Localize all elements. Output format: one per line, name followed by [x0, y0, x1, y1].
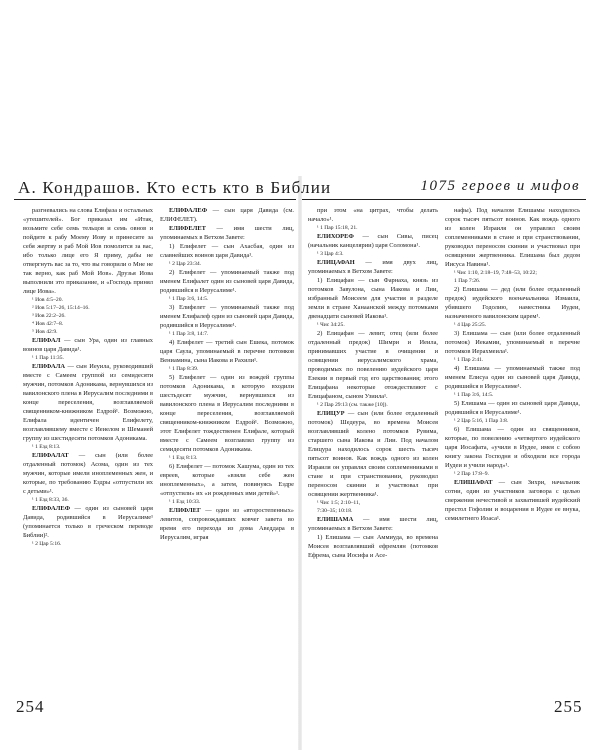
entry-text: 7:30–35; 10:18.: [317, 508, 353, 514]
entry-text: ¹ 1 Езд 8:13.: [32, 444, 61, 450]
footnote: [169, 498, 294, 506]
page-number-right: 255: [554, 697, 583, 716]
entry-text: — сын Сивы, писец (начальник канцелярии) царя Соломона¹.: [308, 233, 438, 249]
entry-text: ¹ 1 Пар 11:35.: [32, 355, 64, 361]
entry-text: ¹ 4 Цар 25:25.: [454, 322, 487, 328]
entry-text: — один из «второстепенных» левитов, сопровождавших ковчег завета во время его перехода из дома Аведдара в Иерусалим, играя: [160, 507, 294, 541]
footnote: [454, 277, 580, 285]
footnote: [32, 296, 153, 304]
entry-paragraph: [23, 206, 153, 296]
page-number-left: 254: [16, 697, 45, 716]
left-running-head: А. Кондрашов. Кто есть кто в Библии: [18, 178, 332, 197]
entry-text: 1) Елифелет — сын Ахасбая, один из славнейших воинов царя Давида¹.: [160, 243, 294, 259]
entry-paragraph: [308, 329, 438, 401]
entry-paragraph: [445, 206, 580, 269]
footnote: [32, 496, 153, 504]
entry-text: ¹ 1 Пар 2:41.: [454, 357, 484, 363]
entry-text: ¹ Иов 4:5–20.: [32, 297, 63, 303]
entry-text: ¹ 2 Цар 5:16.: [32, 541, 62, 547]
entry-text: ¹ 1 Езд 8:13.: [169, 455, 198, 461]
entry-text: 2) Елифелет — упоминаемый также под именем Елифалет один из сыновей царя Давида, родившийся в Иерусалиме¹.: [160, 269, 294, 294]
entry-text: ¹ 2 Пар 17:8–9.: [454, 471, 489, 477]
entry-text: ¹ Чис 34:25.: [317, 322, 345, 328]
entry-text: ¹ 1 Пар 3:8, 14:7.: [169, 331, 209, 337]
footnote: [32, 354, 153, 362]
entry-paragraph: [308, 258, 438, 276]
footnote: [454, 321, 580, 329]
footnote: [32, 320, 153, 328]
entry-text: ¹ 3 Цар 4:3.: [317, 251, 344, 257]
entry-paragraph: [308, 206, 438, 224]
entry-headword: ЕЛИФЕЛЕТ: [169, 225, 206, 232]
entry-text: разгневались на слова Елифаза и остальных «утешителей». Бог приказал им «Итак, возьмите себе семь тельцов и семь овнов и пойдите к рабу Моему Иову и принесите за себя жертву и раб Мой Иов помолится за вас, ибо только лице его Я приму, дабы не отвергнуть вас за то, что вы говорили о Мне не так верно, как раб Мой Иов». Друзья Иова выполнили это приказание, и «Господь принял лице Иова».: [23, 207, 153, 295]
entry-text: — сын Зихри, начальник сотни, один из участников заговора с целью свержения нечестивой и захватившей иудейский престол Гофолии и воцарения в Иудее ее внука, семилетнего Иоаса¹.: [445, 479, 580, 522]
entry-paragraph: [160, 268, 294, 295]
footnote: [32, 304, 153, 312]
entry-paragraph: [308, 409, 438, 499]
entry-paragraph: [445, 364, 580, 391]
entry-text: ¹ 1 Пар 15:18, 21.: [317, 225, 358, 231]
entry-text: ¹ 2 Цар 5:16, 1 Пар 3:8.: [454, 418, 509, 424]
entry-paragraph: [160, 462, 294, 498]
entry-text: 6) Елишама — один из священников, которые, по повелению «четвертого иудейского царя Иосафата, «учили в Иудее, имея с собою книгу закона Господня и обходили все города Иудеи и учили народ»¹.: [445, 426, 580, 469]
entry-paragraph: [160, 338, 294, 365]
right-page-header: [302, 178, 586, 202]
entry-text: ¹ 1 Езд 8:33, 36.: [32, 497, 69, 503]
entry-headword: ЕЛИЦУР: [317, 410, 345, 417]
footnote: [454, 470, 580, 478]
page-gutter: [298, 176, 302, 750]
entry-headword: ЕЛИХОРЕФ: [317, 233, 354, 240]
entry-text: ⁵ Иов 42:9.: [32, 329, 58, 335]
entry-headword: ЕЛИШАМА: [317, 516, 354, 523]
left-page-header: [14, 178, 332, 202]
footnote: [317, 321, 438, 329]
entry-text: 1) Елицафан — сын Фарнаха, князь из потомков Завулона, сына Иакова и Лии, избранный Моисеем для участия в разделе земли в стране Ханаанской между потомками двенадцати сыновей Иакова¹.: [308, 277, 438, 320]
entry-text: ¹ 1 Езд 10:33.: [169, 499, 201, 505]
entry-paragraph: [160, 242, 294, 260]
entry-text: — сын Ура, один из главных воинов царя Давида¹.: [23, 337, 153, 353]
entry-paragraph: [160, 206, 294, 224]
footnote: [32, 312, 153, 320]
entry-headword: ЕЛИФАЛ: [32, 337, 61, 344]
entry-text: — один из сыновей царя Давида, родившийся в Иерусалиме¹ (упоминается только в греческом переводе Библии)².: [23, 505, 153, 539]
entry-paragraph: [308, 533, 438, 560]
entry-text: ¹ Чис 1:10, 2:18–19, 7:48–53, 10:22;: [454, 270, 537, 276]
header-rule-left: [14, 199, 296, 200]
entry-text: ⁴ Иов 42:7–8.: [32, 321, 64, 327]
entry-text: 3) Елишама — сын (или более отдаленный потомок) Иекамии, упоминаемый в перечне потомков Иерахмеила¹.: [445, 330, 580, 355]
entry-paragraph: [160, 224, 294, 242]
entry-text: при этом «на цитрах, чтобы делать начало»¹.: [308, 207, 438, 223]
entry-text: нафы). Под началом Елишамы находилось сорок тысяч пятьсот воинов. Как вождь одного из колен Израиля он управлял своим соплеменниками в стане и при странствовании, руководил переносом скинии и участвовал при освящении жертвенника. Елишама был дедом Иисуса Навина¹.: [445, 207, 580, 268]
footnote: [169, 260, 294, 268]
entry-text: 1 Пар 7:26.: [454, 278, 481, 284]
entry-text: 2) Елицафан — левит, отец (или более отдаленный предок) Шимри и Иеила, принимавших участие в очищении и освящении иерусалимского храма, проводимых по повелению иудейского царя Езекии в первый год его царствования; этого Елицафана некоторые отождествляют с Елицафаном, сыном Узиила¹.: [308, 330, 438, 400]
entry-text: ³ Иов 22:2–26.: [32, 313, 66, 319]
entry-paragraph: [445, 399, 580, 417]
footnote: [317, 499, 438, 507]
entry-text: ¹ 1 Пар 8:39.: [169, 366, 199, 372]
entry-text: ² Иов 5:17–26, 15:14–16.: [32, 305, 90, 311]
entry-text: — сын (или более отдаленный потомок) Шедеура, во времена Моисея возглавлявший колено потомков Рувима, старшего сына Иакова и Лии. Под началом Елицура находилось сорок шесть тысяч пятьсот воинов. Как вождь одного из колен Израиля он управлял своим соплеменниками в стане и при странствовании, руководил переносом скинии и участвовал при освящении жертвенника¹.: [308, 410, 438, 498]
entry-paragraph: [445, 329, 580, 356]
footnote: [32, 540, 153, 548]
footnote: [169, 295, 294, 303]
entry-text: — сын Иеуила, руководивший вместе с Самеем группой из семидесяти мужчин, потомков Адоникама, вернувшихся из вавилонского плена в Иерусалим последними в конце переселения, возглавляемой священником-книжником Ездрой¹. Возможно, Елифала идентичен Елифелету, возглавлявшему вместе с Иеиелом и Шемаией группу из шестидесяти потомков Адоникама.: [23, 363, 153, 442]
text-column-2: [160, 206, 294, 726]
entry-headword: ЕЛИФАЛАТ: [32, 452, 69, 459]
entry-paragraph: [308, 515, 438, 533]
entry-headword: ЕЛИФЛЕГ: [169, 507, 202, 514]
entry-text: 2) Елишама — дед (или более отдаленный предок) иудейского военачальника Измаила, убившего Годолию, наместника Иудеи, назначенного вавилонским царем¹.: [445, 286, 580, 320]
entry-paragraph: [308, 232, 438, 250]
footnote: [32, 443, 153, 451]
entry-text: 4) Елишама — упоминаемый также под именем Елисуа один из сыновей царя Давида, родившийся в Иерусалиме¹.: [445, 365, 580, 390]
entry-text: 5) Елишама — один из сыновей царя Давида, родившийся в Иерусалиме¹.: [445, 400, 580, 416]
entry-paragraph: [445, 285, 580, 321]
text-column-4: [445, 206, 580, 726]
entry-paragraph: [160, 373, 294, 454]
entry-text: ¹ 2 Пар 29:13 (см. также [10]).: [317, 402, 388, 408]
entry-paragraph: [160, 303, 294, 330]
entry-text: ¹ 1 Пар 3:6, 14:5.: [169, 296, 209, 302]
footnote: [317, 224, 438, 232]
entry-headword: ЕЛИЦАФАН: [317, 259, 355, 266]
entry-text: 3) Елифелет — упоминаемый также под именем Елифалеф один из сыновей царя Давида, родившийся в Иерусалиме¹.: [160, 304, 294, 329]
footnote: [317, 250, 438, 258]
text-column-3: [308, 206, 438, 726]
entry-paragraph: [308, 276, 438, 321]
entry-headword: ЕЛИШАФАТ: [454, 479, 493, 486]
right-running-head: 1075 героев и мифов: [420, 178, 580, 194]
entry-text: 4) Елифелет — третий сын Ешека, потомок царя Саула, упоминаемый в перечне потомков Вениамина, сына Иакова и Рахили¹.: [160, 339, 294, 364]
footnote: [454, 269, 580, 277]
footnote: [454, 391, 580, 399]
entry-headword: ЕЛИФАЛЕФ: [32, 505, 71, 512]
entry-text: ¹ Чис 1:5; 2:10–11,: [317, 500, 361, 506]
footnote: [317, 401, 438, 409]
footnote: [454, 417, 580, 425]
footnote: [317, 507, 438, 515]
entry-paragraph: [23, 451, 153, 496]
footnote: [454, 356, 580, 364]
entry-text: — сын царя Давида (см. ЕЛИФЕЛЕТ).: [160, 207, 294, 223]
entry-text: 1) Елишама — сын Аммиуда, во времена Моисея возглавлявший ефремлян (потомков Ефрема, сына Иосифа и Асе-: [308, 534, 438, 559]
entry-text: 6) Елифелет — потомок Хашума, один из тех евреев, которые «взяли себе жен иноплеменных», а затем, повинуясь Ездре «отпустили» их «и рожденных ими детей»¹.: [160, 463, 294, 497]
entry-paragraph: [23, 362, 153, 443]
footnote: [169, 330, 294, 338]
entry-text: 5) Елифелет — один из вождей группы потомков Адоникама, в которую входили шестьдесят мужчин, вернувшихся из вавилонского плена в Иерусалим последними в конце переселения, возглавляемой священником-книжником Ездрой¹. Возможно, этот Елифелет тождественен Елифале, который вместе с Самеем возглавлял группу из семидесяти потомков Адоникама.: [160, 374, 294, 453]
entry-text: ¹ 1 Пар 3:6, 14:5.: [454, 392, 494, 398]
entry-headword: ЕЛИФАЛА: [32, 363, 65, 370]
text-column-1: [23, 206, 153, 726]
entry-paragraph: [23, 504, 153, 540]
entry-paragraph: [445, 425, 580, 470]
entry-text: — имя двух лиц, упоминаемых в Ветхом Завете:: [308, 259, 438, 275]
entry-paragraph: [23, 336, 153, 354]
footnote: [32, 328, 153, 336]
footnote: [169, 454, 294, 462]
entry-headword: ЕЛИФАЛЕФ: [169, 207, 208, 214]
footnote: [169, 365, 294, 373]
entry-paragraph: [160, 506, 294, 542]
entry-text: ¹ 2 Цар 23:34.: [169, 261, 202, 267]
entry-text: — имя шести лиц, упоминаемых в Ветхом Завете:: [160, 225, 294, 241]
entry-text: — имя шести лиц, упоминаемых в Ветхом Завете:: [308, 516, 438, 532]
entry-paragraph: [445, 478, 580, 523]
entry-text: — сын (или более отдаленный потомок) Асома, один из тех мужчин, которые имели иноплеменных жен, и которые, по требованию Ездры «отпустили их с детьми»¹.: [23, 452, 153, 495]
header-rule-right: [302, 199, 586, 200]
